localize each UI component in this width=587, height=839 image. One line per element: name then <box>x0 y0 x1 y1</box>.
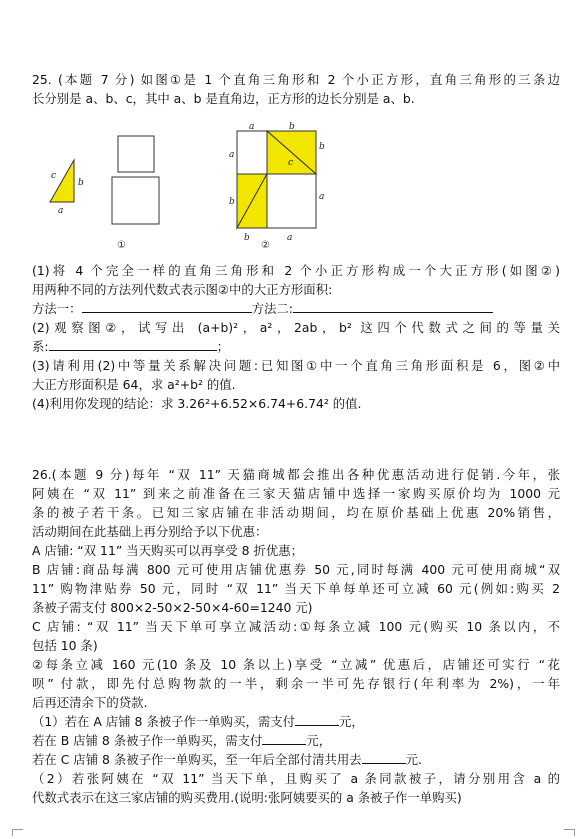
corner-mark-right <box>564 829 575 836</box>
fig2-bottom-a: a <box>287 233 293 243</box>
sub1-c-end: 元. <box>405 752 423 767</box>
sub1-a-end: 元， <box>339 714 364 729</box>
fig2-caption: ② <box>261 240 270 251</box>
q25-part3-line1: (3)请利用(2)中等量关系解决问题:已知图①中一个直角三角形面积是 6，图②中 <box>32 358 560 373</box>
fig1-label-b: b <box>78 178 84 188</box>
q26-line4: 活动期间在此基础上再分别给予以下优惠： <box>32 524 268 539</box>
fig1-large-square <box>112 177 159 224</box>
q25-part3-line2: 大正方形面积是 64，求 a²+b² 的值. <box>32 377 236 392</box>
fig1-label-c: c <box>51 171 57 181</box>
q26-shop-c-line4: 呗” 付款，即先付总购物款的一半，剩余一半可先存银行(年利率为 2%)，一年 <box>32 676 560 691</box>
sub1-b-blank <box>262 731 306 745</box>
q26-line2: 阿姨在 “双 11” 到来之前准备在三家天猫店铺中选择一家购买原价均为 1000 元 <box>32 486 560 501</box>
q26-shop-c-line2: 包括 10 条) <box>32 638 98 653</box>
fig2-top-a: a <box>249 122 255 132</box>
q25-intro-line1: 25. (本题 7 分) 如图①是 1 个直角三角形和 2 个小正方形，直角三角形的三条边 <box>32 72 560 87</box>
method1-label: 方法一： <box>32 301 82 316</box>
method1-blank <box>82 299 252 313</box>
q26-shop-b-line2: 11” 购物津贴券 50 元，同时 “双 11” 当天下单每单还可立减 60 元(例如:购买 2 <box>32 581 560 596</box>
sub1-b-text: 若在 B 店铺 8 条被子作一单购买，需支付 <box>32 733 263 748</box>
sub1-c-text: 若在 C 店铺 8 条被子作一单购买，至一年后全部付清共用去 <box>32 752 362 767</box>
part2-end: ； <box>216 339 229 354</box>
q26-shop-b-line3: 条被子需支付 800×2-50×2-50×4-60=1240 元) <box>32 600 313 615</box>
q26-sub1-c <box>32 750 560 769</box>
sub1-a-blank <box>295 712 339 726</box>
q25-intro-line2: 长分别是 a、b、c，其中 a、b 是直角边，正方形的边长分别是 a、b. <box>32 91 415 106</box>
q26-shop-b-line1: B 店铺:商品每满 800 元可使用店铺优惠券 50 元,同时每满 400 元可使用商城“双 <box>32 562 560 577</box>
q26-shop-c-line3: ②每条立减 160 元(10 条及 10 条以上)享受 “立减” 优惠后，店铺还可实行 “花 <box>32 657 560 672</box>
fig1-small-square <box>118 136 154 172</box>
corner-mark-left <box>12 829 23 836</box>
sub1-c-blank <box>362 750 406 764</box>
q25-part1-line1: (1)将 4 个完全一样的直角三角形和 2 个小正方形构成一个大正方形(如图②) <box>32 263 560 278</box>
sub1-b-end: 元， <box>306 733 332 748</box>
q25-methods <box>32 299 560 318</box>
fig1-caption: ① <box>117 240 126 251</box>
fig1-right-triangle <box>50 160 84 216</box>
q26-shop-c-line1: C 店铺: “双 11” 当天下单可享立减活动:①每条立减 100 元(购买 10 条以内，不 <box>32 619 560 634</box>
fig2-left-b: b <box>229 197 235 207</box>
fig1-label-a: a <box>58 206 64 216</box>
q25-figures <box>0 0 587 260</box>
part2-label: 系: <box>32 339 49 354</box>
fig2-left-a: a <box>229 150 235 160</box>
q26-line3: 条的被子若干条。已知三家店铺在非活动期间，均在原价基础上优惠 20%销售， <box>32 505 560 520</box>
q26-sub2-line2: 代数式表示在这三家店铺的购买费用.(说明:张阿姨要买的 a 条被子作一单购买) <box>32 790 462 805</box>
fig2-top-b: b <box>289 122 295 132</box>
method2-blank <box>293 299 493 313</box>
q26-line1: 26.(本题 9 分)每年 “双 11” 天猫商城都会推出各种优惠活动进行促销.今年，张 <box>32 467 560 482</box>
q26-sub1-b <box>32 731 560 750</box>
fig2-right-b: b <box>319 142 325 152</box>
q26-shop-c-line5: 后再还清余下的贷款. <box>32 695 148 710</box>
q26-shop-a: A 店铺: “双 11” 当天购买可以再享受 8 折优惠； <box>32 543 304 558</box>
q25-part2-line2 <box>32 337 560 356</box>
q25-part4: (4)利用你发现的结论：求 3.26²+6.52×6.74+6.74² 的值. <box>32 396 362 411</box>
part2-blank <box>49 337 217 351</box>
fig2-right-a: a <box>319 192 325 202</box>
q26-sub2-line1: （2）若张阿姨在 “双 11” 当天下单，且购买了 a 条同款被子，请分别用含 a 的 <box>32 771 560 786</box>
q25-part1-line2: 用两种不同的方法列代数式表示图②中的大正方形面积: <box>32 282 333 297</box>
fig2-bottom-b: b <box>244 233 250 243</box>
q25-part2-line1: (2)观察图②，试写出 (a+b)²，a²，2ab，b² 这四个代数式之间的等量关 <box>32 320 560 335</box>
fig2-mid-c: c <box>288 158 294 168</box>
method2-label: 方法二: <box>251 301 293 316</box>
sub1-a-text: （1）若在 A 店铺 8 条被子作一单购买，需支付 <box>32 714 296 729</box>
fig2-big-square <box>229 122 325 243</box>
q26-sub1-a <box>32 712 560 731</box>
